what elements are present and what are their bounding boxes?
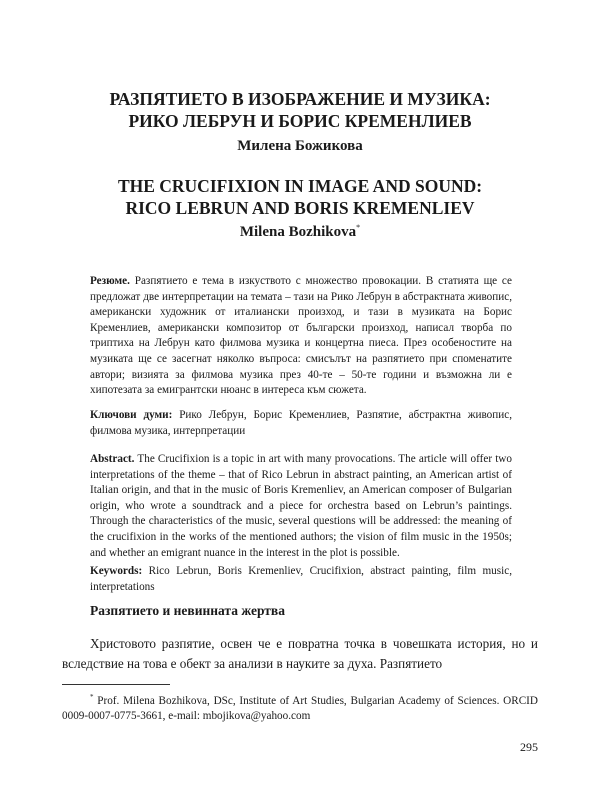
abstract-en-text: The Crucifixion is a topic in art with many provocations. The article will offer two interpretations of the theme – that of Rico Lebrun in abstract painting, an American artist of Italian origin, and that in the music of Boris Kremenliev, an American composer of Bulgarian origin, who wrote a soundtrack and a piece for orchestra based on Lebrun’s paintings. Through the characteristics of the music, several questions will be addressed: the meaning of the crucifixion in the works of the mentioned authors; the vision of film music in the 1950s; and whether an emigrant nuance in the interest in the plot is possible. <box>90 453 512 559</box>
title-english <box>60 175 540 219</box>
footnote-mark: * <box>90 693 94 701</box>
keywords-bulgarian <box>90 408 512 439</box>
page-number: 295 <box>520 740 538 754</box>
abstract-english <box>90 452 512 561</box>
title-en-line-2: RICO LEBRUN AND BORIS KREMENLIEV <box>125 198 475 218</box>
keywords-bg-text: Рико Лебрун, Борис Кременлиев, Разпятие, абстрактна живопис, филмова музика, интерпретации <box>90 409 512 437</box>
title-bg-line-2: РИКО ЛЕБРУН И БОРИС КРЕМЕНЛИЕВ <box>128 111 472 131</box>
abstract-bg-label: Резюме. <box>90 275 130 287</box>
section-heading: Разпятието и невинната жертва <box>90 603 285 618</box>
title-bulgarian <box>60 88 540 132</box>
title-en-line-1: THE CRUCIFIXION IN IMAGE AND SOUND: <box>117 176 483 196</box>
author-bulgarian: Милена Божикова <box>237 138 363 154</box>
footnote <box>62 690 538 724</box>
keywords-en-text: Rico Lebrun, Boris Kremenliev, Crucifixion, abstract painting, film music, interpretations <box>90 565 512 593</box>
footnote-divider <box>62 684 170 685</box>
abstract-en-label: Abstract. <box>90 453 135 465</box>
body-paragraph: Христовото разпятие, освен че е повратна точка в човешката история, но и вследствие на това е обект за анализи в науките за духа. Разпятието <box>62 636 538 671</box>
footnote-text: Prof. Milena Bozhikova, DSc, Institute of Art Studies, Bulgarian Academy of Sciences. ORCID 0009-0007-0775-3661, e-mail: mbojikova@yahoo.com <box>62 695 538 722</box>
author-english <box>60 223 540 241</box>
author-en-name: Milena Bozhikova <box>239 224 357 240</box>
title-bg-line-1: РАЗПЯТИЕТО В ИЗОБРАЖЕНИЕ И МУЗИКА: <box>109 89 491 109</box>
abstract-bg-text: Разпятието е тема в изкуството с множество провокации. В статията ще се предложат две интерпретации на темата – тази на Рико Лебрун в абстрактната живопис, американски художник от италиански произход, и тази в музиката на Борис Кременлиев, американски композитор от български произход, написал творба по триптиха на Лебрун като филмова музика и концертна пиеса. През особеностите на музиката ще се засегнат няколко въпроса: смисълът на разпятието при споменатите автори; визията за филмова музика през 40-те – 50-те години и възможна ли е хипотезата за емигрантски нюанс в интереса към сюжета. <box>90 275 512 397</box>
keywords-bg-label: Ключови думи: <box>90 409 173 421</box>
author-footnote-mark[interactable]: * <box>356 223 361 232</box>
keywords-english <box>90 564 512 595</box>
abstract-bulgarian <box>90 274 512 399</box>
keywords-en-label: Keywords: <box>90 565 143 577</box>
